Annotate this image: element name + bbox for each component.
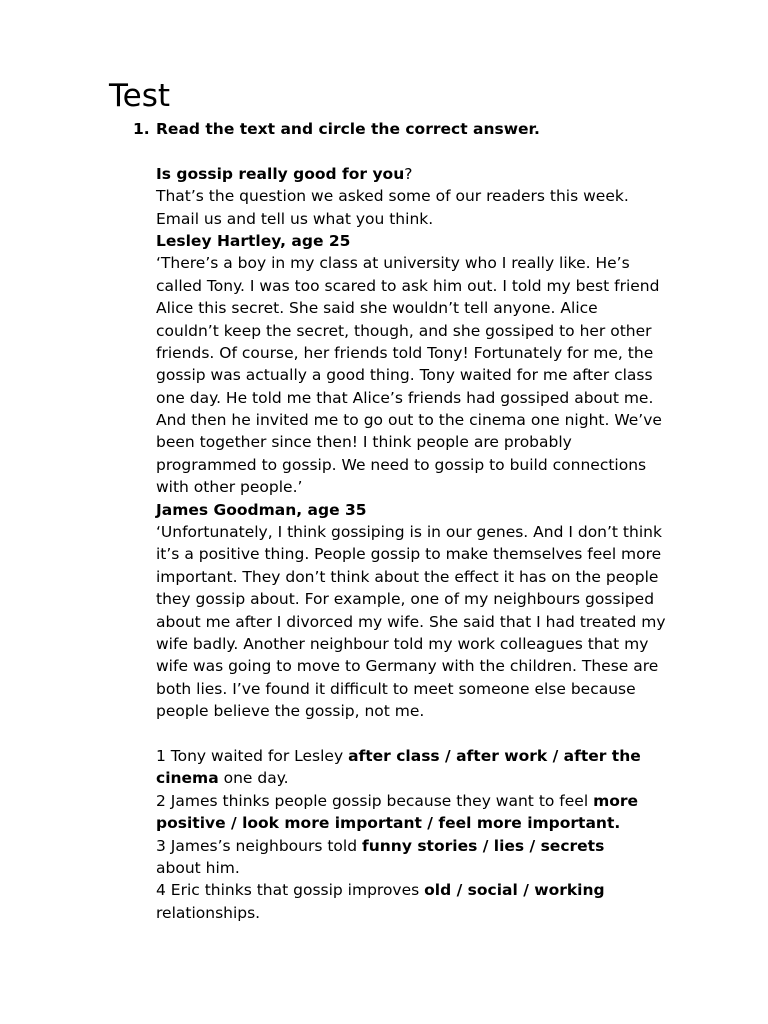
reader-text-line: And then he invited me to go out to the cinema one night. We’ve [156, 411, 662, 430]
article-heading-tail: ? [404, 164, 413, 183]
reader-text-line: one day. He told me that Alice’s friends had gossiped about me. [156, 388, 654, 407]
question-3-line-2 [156, 857, 656, 879]
reader-text-line: with other people.’ [156, 478, 303, 497]
reader-text-line: they gossip about. For example, one of my neighbours gossiped [156, 590, 655, 609]
question-text: about him. [156, 858, 240, 877]
task-content [156, 118, 666, 924]
question-options[interactable]: old / social / working [424, 881, 605, 900]
question-text: 2 James thinks people gossip because they want to feel [156, 791, 594, 810]
question-text: one day. [218, 769, 289, 788]
question-4-line-2 [156, 902, 656, 924]
reader-text-line: people believe the gossip, not me. [156, 702, 425, 721]
article-heading-bold: Is gossip really good for you [156, 164, 405, 183]
question-2-line-2 [156, 812, 656, 834]
reader-text-line: friends. Of course, her friends told Tony! Fortunately for me, the [156, 343, 654, 362]
reader-text-line: ‘Unfortunately, I think gossiping is in our genes. And I don’t think [156, 523, 662, 542]
question-1-line-1 [156, 745, 656, 767]
reader-name-lesley: Lesley Hartley, age 25 [156, 231, 351, 250]
task-instruction: Read the text and circle the correct answer. [156, 120, 540, 138]
reader-text-line: gossip was actually a good thing. Tony waited for me after class [156, 366, 653, 385]
spacer [156, 723, 656, 745]
reader-text-line: it’s a positive thing. People gossip to make themselves feel more [156, 545, 662, 564]
reader-text-line: wife was going to move to Germany with the children. These are [156, 657, 659, 676]
question-text: 4 Eric thinks that gossip improves [156, 881, 425, 900]
question-options[interactable]: funny stories / lies / secrets [361, 836, 605, 855]
reader-text-line: programmed to gossip. We need to gossip to build connections [156, 455, 647, 474]
reader-name-james: James Goodman, age 35 [156, 500, 367, 519]
question-1-line-2 [156, 767, 656, 789]
question-options[interactable]: more [593, 791, 639, 810]
question-options[interactable]: positive / look more important / feel more important. [156, 814, 621, 833]
reader-text-line: called Tony. I was too scared to ask him out. I told my best friend [156, 276, 660, 295]
reader-text-line: Alice this secret. She said she wouldn’t tell anyone. Alice [156, 299, 598, 318]
task-number: 1. [133, 120, 150, 138]
reader-text-line: about me after I divorced my wife. She said that I had treated my [156, 612, 666, 631]
question-options[interactable]: cinema [156, 769, 219, 788]
question-2-line-1 [156, 790, 656, 812]
question-options[interactable]: after class / after work / after the [348, 746, 641, 765]
question-text: 1 Tony waited for Lesley [156, 746, 349, 765]
question-4-line-1 [156, 879, 656, 901]
reader-text-line: ‘There’s a boy in my class at university who I really like. He’s [156, 254, 630, 273]
spacer [156, 140, 656, 162]
reader-text-line: important. They don’t think about the effect it has on the people [156, 567, 659, 586]
article-intro-line: That’s the question we asked some of our readers this week. [156, 187, 629, 206]
question-text: 3 James’s neighbours told [156, 836, 362, 855]
reader-text-line: couldn’t keep the secret, though, and she gossiped to her other [156, 321, 652, 340]
article-intro-line: Email us and tell us what you think. [156, 209, 434, 228]
question-3-line-1 [156, 835, 656, 857]
reader-text-line: been together since then! I think people are probably [156, 433, 572, 452]
question-text: relationships. [156, 903, 261, 922]
article-heading [156, 163, 656, 185]
document-title: Test [109, 78, 171, 114]
reader-text-line: both lies. I’ve found it difficult to meet someone else because [156, 679, 636, 698]
reader-text-line: wife badly. Another neighbour told my work colleagues that my [156, 634, 649, 653]
